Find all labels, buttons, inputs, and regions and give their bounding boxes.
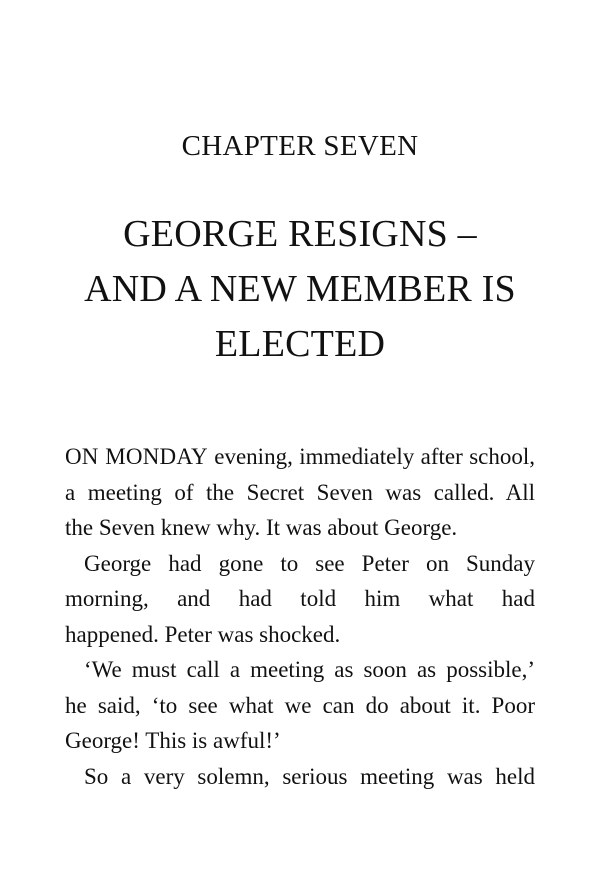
paragraph-2-line-3: happened. Peter was shocked. [65,621,341,647]
chapter-title-line-2: AND A NEW MEMBER IS [84,268,516,310]
lead-in-smallcaps: ON MONDAY [65,444,208,469]
chapter-number: CHAPTER SEVEN [181,130,419,162]
paragraph-1-line-1-text: evening, immediately after school, [207,444,535,469]
chapter-title-line-1: GEORGE RESIGNS – [123,213,477,255]
paragraph-2-line-2: morning, and had told him what had [65,586,535,611]
paragraph-3-line-1: ‘We must call a meeting as soon as possible,’ [84,657,535,682]
paragraph-1-line-3: the Seven knew why. It was about George. [65,515,458,540]
body-text [65,439,535,794]
paragraph-3-line-2: he said, ‘to see what we can do about it. Poor [65,692,535,718]
paragraph-1-line-2: a meeting of the Secret Seven was called. All [65,479,535,505]
paragraph-1-line-1 [65,439,535,475]
chapter-title [40,207,560,372]
paragraph-4-line-1: So a very solemn, serious meeting was held [84,763,535,789]
paragraph-2-line-1: George had gone to see Peter on Sunday [84,550,535,576]
chapter-title-line-3: ELECTED [214,323,386,365]
paragraph-3-line-3: George! This is awful!’ [65,728,281,753]
